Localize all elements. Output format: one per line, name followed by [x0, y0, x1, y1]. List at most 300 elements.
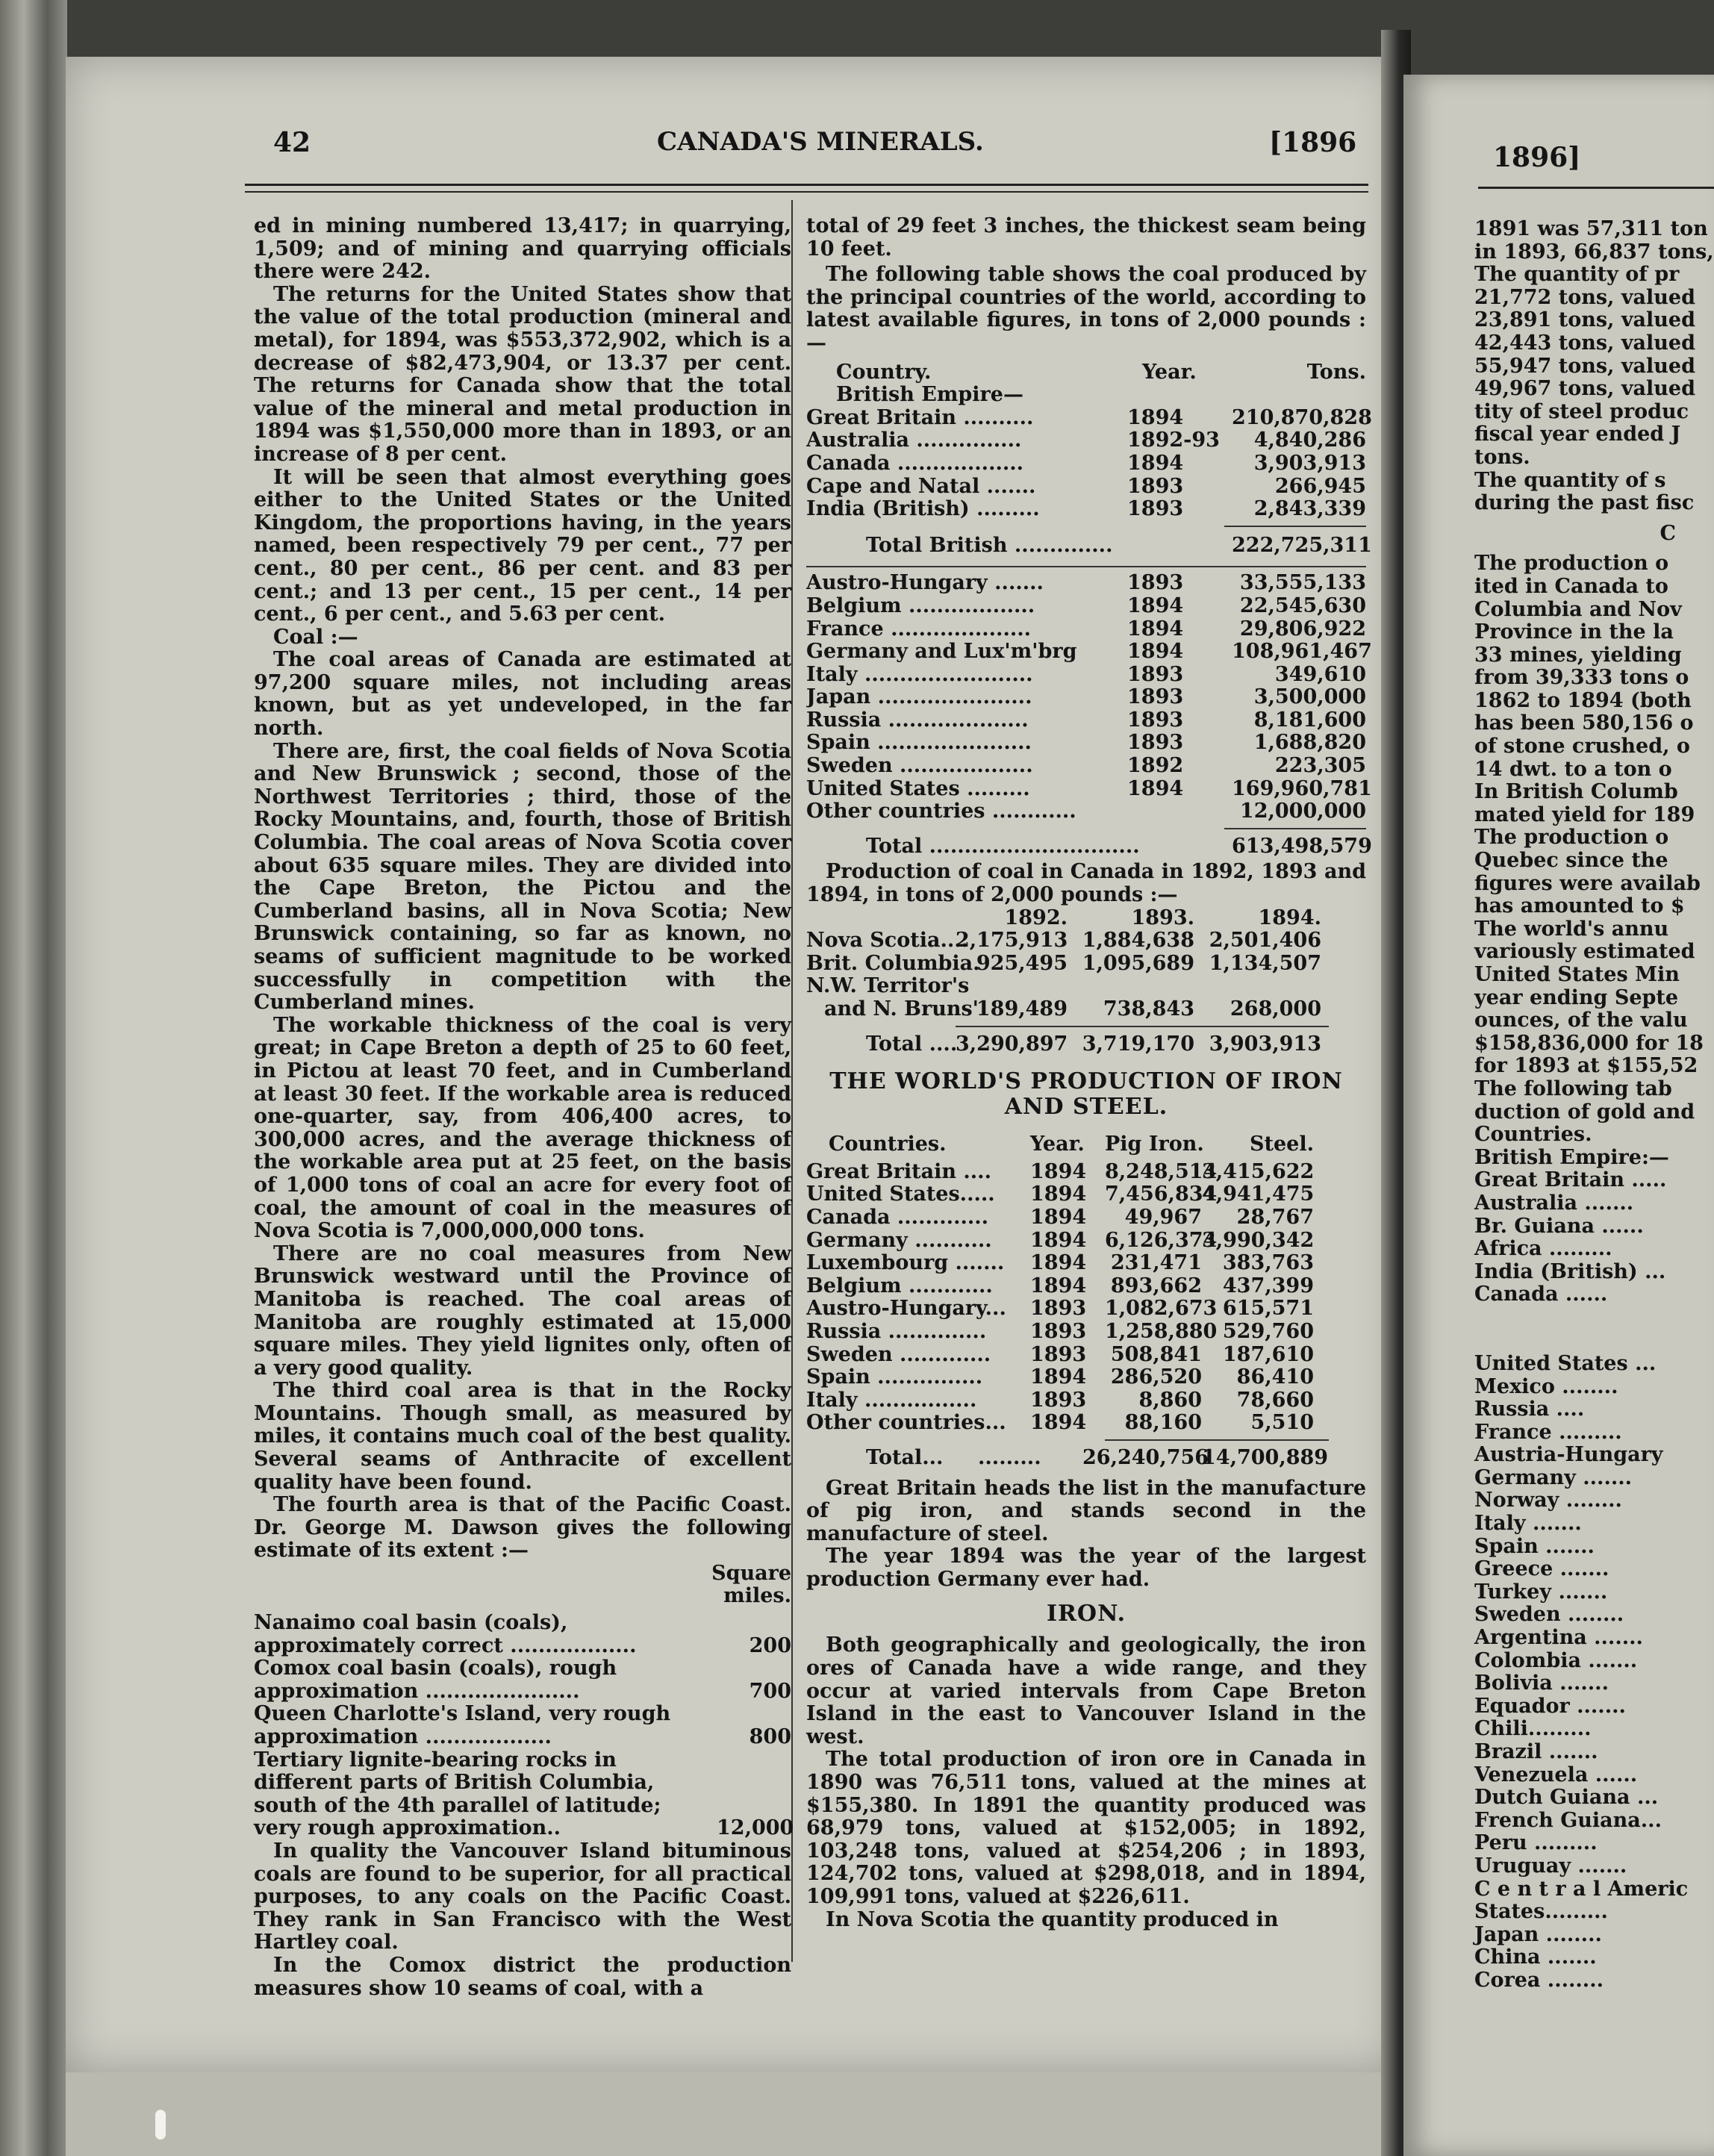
- table-row: [806, 452, 1366, 476]
- table-row: [806, 1161, 1366, 1184]
- running-title: CANADA'S MINERALS.: [657, 127, 984, 157]
- text-line: British Empire:—: [1474, 1145, 1669, 1169]
- text-line: has amounted to $: [1474, 894, 1685, 918]
- cell-pig-iron: 508,841: [1110, 1342, 1202, 1366]
- scan-edge: [0, 0, 67, 2156]
- row-country: Germany ...........: [806, 1229, 992, 1252]
- table-row: [806, 776, 1372, 801]
- text-line: Italy .......: [1474, 1512, 1582, 1536]
- row-tons: 33,555,133: [1239, 571, 1366, 595]
- text-line: 49,967 tons, valued: [1474, 377, 1695, 401]
- table-row: [806, 975, 1366, 998]
- row-year: 1892: [1127, 754, 1184, 778]
- text-line: tons.: [1474, 445, 1530, 469]
- table-row: [806, 429, 1366, 452]
- table-row: [254, 1748, 794, 1840]
- row-label: and N. Bruns': [824, 997, 979, 1021]
- scan-speck: [155, 2110, 166, 2140]
- row-year: 1894: [1127, 640, 1184, 664]
- cell-steel: 86,410: [1236, 1365, 1314, 1389]
- row-value: 12,000: [717, 1816, 794, 1840]
- cell-pig-iron: 8,860: [1138, 1388, 1202, 1412]
- paragraph: There are no coal measures from New Brunswick westward until the Province of Manitoba is reached. The coal areas of Manitoba are roughly estimated at 15,000 square miles. They yield lignites only, often of a very good quality.: [254, 1241, 791, 1380]
- row-label: Total ....: [866, 1032, 958, 1056]
- table-row: [254, 1612, 791, 1657]
- row-country: Other countries...: [806, 1412, 1006, 1435]
- paragraph: In Nova Scotia the quantity produced in: [826, 1907, 1279, 1931]
- iron-steel-table: [806, 1133, 1366, 1469]
- paragraph: The returns for the United States show that the value of the total production (mineral and metal), for 1894, was $553,372,902, which is a decrease of $82,473,904, or 13.37 per cent. The returns for Canada show that the total value of the mineral and metal production in 1894 was $1,550,000 more than in 1893, or an increase of 8 per cent.: [254, 282, 791, 466]
- text-line: Venezuela ......: [1474, 1763, 1638, 1786]
- text-line: Equador .......: [1474, 1694, 1626, 1718]
- table-row: [254, 1703, 791, 1748]
- row-year: [1127, 800, 1232, 823]
- text-line: Australia .......: [1474, 1191, 1634, 1215]
- row-country: Italy ........................: [806, 663, 1033, 686]
- text-line: Colombia .......: [1474, 1648, 1638, 1672]
- text-line: The quantity of pr: [1474, 263, 1680, 287]
- table-row: [806, 1183, 1366, 1206]
- text-line: Argentina .......: [1474, 1626, 1643, 1650]
- row-tons: 210,870,828: [1232, 405, 1372, 429]
- row-tons: 29,806,922: [1239, 617, 1366, 641]
- row-country: Luxembourg .......: [806, 1252, 1005, 1275]
- row-country: Canada .............: [806, 1206, 989, 1229]
- group-label: British Empire—: [836, 383, 1023, 407]
- cell-1892: 189,489: [976, 997, 1068, 1021]
- text-line: France .........: [1474, 1420, 1622, 1444]
- text-line: Dutch Guiana ...: [1474, 1786, 1659, 1810]
- row-leader: .........: [978, 1445, 1041, 1469]
- text-line: Br. Guiana ......: [1474, 1214, 1644, 1238]
- cell-1892: [956, 975, 1068, 998]
- table-row: [254, 1657, 791, 1703]
- paragraph: Production of coal in Canada in 1892, 1893 and 1894, in tons of 2,000 pounds :—: [806, 860, 1366, 907]
- paragraph: The following table shows the coal produced by the principal countries of the world, according to latest available figures, in tons of 2,000 pounds :—: [806, 263, 1366, 355]
- text-line: has been 580,156 o: [1474, 711, 1694, 735]
- row-label: Comox coal basin (coals), rough approximation ......................: [254, 1657, 617, 1703]
- table-row: [806, 1252, 1366, 1275]
- text-line: Chili.........: [1474, 1717, 1592, 1741]
- paragraph: In quality the Vancouver Island bituminous coals are found to be superior, for all practical purposes, to any coals on the Pacific Coast. They rank in San Francisco with the West Hartley coal.: [254, 1839, 791, 1954]
- text-line: French Guiana...: [1474, 1808, 1662, 1832]
- row-year: 1894: [1030, 1183, 1087, 1206]
- row-tons: 3,903,913: [1253, 451, 1366, 475]
- text-line: The quantity of s: [1474, 468, 1666, 492]
- row-country: Belgium ............: [806, 1274, 993, 1297]
- text-line: The production o: [1474, 826, 1669, 850]
- cell-pig-iron: 1,258,880: [1105, 1319, 1218, 1343]
- table-header-row: [806, 361, 1366, 384]
- row-year: 1894: [1127, 593, 1184, 617]
- text-line: 33 mines, yielding: [1474, 643, 1682, 667]
- text-line: Great Britain .....: [1474, 1168, 1667, 1192]
- text-line: Japan ........: [1474, 1922, 1602, 1946]
- text-line: 23,891 tons, valued: [1474, 308, 1695, 332]
- row-year: 1894: [1030, 1159, 1087, 1183]
- dawson-estimate-table: [254, 1562, 794, 1840]
- cell-1892: 2,175,913: [956, 929, 1068, 953]
- text-line: The production o: [1474, 552, 1669, 576]
- cell-1893: [1068, 975, 1194, 998]
- row-country: Austro-Hungary...: [806, 1297, 1006, 1321]
- table-row: [806, 664, 1366, 687]
- row-tons: 349,610: [1274, 662, 1366, 686]
- subtotal-rule: [1224, 526, 1366, 527]
- text-line: States.........: [1474, 1900, 1608, 1924]
- header-country: Country.: [836, 361, 932, 384]
- row-label: Total ..............................: [866, 835, 1140, 858]
- text-line: Germany .......: [1474, 1465, 1633, 1489]
- text-line: duction of gold and: [1474, 1100, 1695, 1124]
- cell-1894: 3,903,913: [1209, 1032, 1321, 1056]
- text-line: Sweden ........: [1474, 1603, 1624, 1627]
- paragraph: In the Comox district the production measures show 10 seams of coal, with a: [254, 1953, 791, 2000]
- iron-total-row: [806, 1447, 1366, 1470]
- subtotal-rule: [1224, 828, 1366, 829]
- header-steel: Steel.: [1250, 1132, 1314, 1156]
- row-value: 800: [749, 1725, 791, 1748]
- cell-steel: 187,610: [1222, 1342, 1314, 1366]
- column-divider: [791, 200, 793, 1962]
- cell-steel: 14,700,889: [1202, 1445, 1329, 1469]
- section-label: Coal :—: [273, 625, 358, 649]
- table-row: [806, 618, 1366, 641]
- text-line: Countries.: [1474, 1123, 1592, 1147]
- cell-pig-iron: 286,520: [1110, 1365, 1202, 1389]
- row-country: Russia ....................: [806, 708, 1029, 732]
- cell-steel: 3,415,622: [1202, 1159, 1315, 1183]
- table-row: [806, 1321, 1366, 1344]
- row-country: United States .........: [806, 777, 1030, 800]
- text-line: 42,443 tons, valued: [1474, 331, 1695, 355]
- row-value: 222,725,311: [1232, 533, 1372, 557]
- row-tons: 2,843,339: [1253, 497, 1366, 521]
- text-line: figures were availab: [1474, 871, 1701, 895]
- cell-1893: 738,843: [1103, 997, 1194, 1021]
- cell-steel: 383,763: [1222, 1251, 1314, 1275]
- paragraph: total of 29 feet 3 inches, the thickest seam being 10 feet.: [806, 214, 1366, 261]
- text-line: Brazil .......: [1474, 1740, 1598, 1763]
- row-value: 200: [749, 1633, 791, 1657]
- text-line: The world's annu: [1474, 917, 1669, 941]
- row-country: Canada ..................: [806, 452, 1024, 475]
- row-tons: 1,688,820: [1253, 731, 1366, 755]
- cell-pig-iron: 1,082,673: [1105, 1297, 1218, 1321]
- cell-1892: 3,290,897: [956, 1032, 1068, 1056]
- paragraph: Great Britain heads the list in the manufacture of pig iron, and stands second in the manufacture of steel.: [806, 1476, 1366, 1545]
- text-line: 1862 to 1894 (both: [1474, 688, 1692, 712]
- text-line: ounces, of the valu: [1474, 1009, 1688, 1032]
- row-year: 1893: [1030, 1342, 1087, 1366]
- header-rule: [245, 184, 1368, 186]
- cell-pig-iron: 7,456,834: [1105, 1183, 1218, 1206]
- row-year: 1893: [1127, 497, 1184, 521]
- paragraph: Both geographically and geologically, the iron ores of Canada have a wide range, and they occur at varied intervals from Cape Breton Island in the east to Vancouver Island in the west.: [806, 1633, 1366, 1748]
- paragraph: The total production of iron ore in Canada in 1890 was 76,511 tons, valued at the mines at $155,380. In 1891 the quantity produced was 68,979 tons, valued at $152,005; in 1892, 103,248 tons, valued at $254,206 ; in 1893, 124,702 tons, valued at $298,018, and in 1894, 109,991 tons, valued at $226,611.: [806, 1748, 1366, 1908]
- table-row: [806, 953, 1366, 976]
- row-country: Great Britain ..........: [806, 406, 1034, 429]
- cell-steel: 4,941,475: [1202, 1183, 1315, 1206]
- table-row: [806, 476, 1366, 499]
- row-country: Germany and Lux'm'brg: [806, 641, 1077, 664]
- row-country: Austro-Hungary .......: [806, 572, 1044, 595]
- cell-pig-iron: 8,248,514: [1105, 1159, 1218, 1183]
- header-year: Year.: [1030, 1132, 1085, 1156]
- section-letter: C: [1660, 521, 1676, 545]
- header-rule: [1478, 187, 1714, 189]
- table-row: [806, 640, 1372, 664]
- section-heading: THE WORLD'S PRODUCTION OF IRON AND STEEL.: [829, 1068, 1343, 1121]
- table-row: [806, 1275, 1366, 1298]
- paragraph: ed in mining numbered 13,417; in quarrying, 1,509; and of mining and quarrying officials there were 242.: [254, 214, 791, 284]
- text-line: Norway ........: [1474, 1489, 1622, 1512]
- text-line: variously estimated: [1474, 940, 1695, 964]
- row-label: Total British ..............: [866, 534, 1113, 557]
- paragraph: It will be seen that almost everything goes either to the United States or the United Kingdom, the proportions having, in the years named, been respectively 79 per cent., 77 per cent., 80 per cent., 86 per cent. and 83 per cent.; and 13 per cent., 15 per cent., 14 per cent., 6 per cent., and 5.63 per cent.: [254, 465, 791, 626]
- cell-steel: 5,510: [1250, 1411, 1314, 1435]
- text-line: 14 dwt. to a ton o: [1474, 757, 1672, 781]
- row-tons: 12,000,000: [1239, 800, 1366, 823]
- paragraph: The year 1894 was the year of the largest production Germany ever had.: [806, 1545, 1366, 1591]
- row-country: France ....................: [806, 617, 1032, 641]
- text-line: Austria-Hungary: [1474, 1443, 1663, 1467]
- text-line: 55,947 tons, valued: [1474, 354, 1695, 378]
- row-year: 1893: [1127, 474, 1184, 498]
- cell-1893: 1,095,689: [1082, 951, 1194, 975]
- paragraph: The coal areas of Canada are estimated at 97,200 square miles, not including areas known, but as yet undeveloped, in the far north.: [254, 648, 791, 741]
- text-line: mated yield for 189: [1474, 803, 1695, 826]
- paragraph: The third coal area is that in the Rocky Mountains. Though small, as measured by miles, it contains much coal of the best quality. Several seams of Anthracite of excellent quality have been found.: [254, 1379, 791, 1494]
- cell-1894: 1,134,507: [1209, 951, 1321, 975]
- cell-pig-iron: 26,240,756: [1082, 1445, 1209, 1469]
- text-line: tity of steel produc: [1474, 399, 1689, 423]
- text-line: United States ...: [1474, 1351, 1657, 1375]
- text-line: Quebec since the: [1474, 849, 1668, 873]
- row-tons: 266,945: [1274, 474, 1366, 498]
- table-row: [806, 1206, 1366, 1230]
- text-line: Mexico ........: [1474, 1374, 1618, 1398]
- row-year: 1894: [1030, 1205, 1087, 1229]
- row-year: 1893: [1030, 1388, 1087, 1412]
- row-country: Russia ..............: [806, 1320, 987, 1343]
- table-row: [806, 800, 1366, 823]
- cell-1894: [1194, 975, 1321, 998]
- row-year: 1893: [1030, 1297, 1087, 1321]
- cell-pig-iron: 893,662: [1110, 1274, 1202, 1297]
- row-tons: 4,840,286: [1253, 429, 1366, 452]
- text-line: Turkey .......: [1474, 1580, 1608, 1604]
- row-year: 1894: [1030, 1411, 1087, 1435]
- total-british-row: [806, 533, 1372, 558]
- middle-column: [806, 214, 1372, 1931]
- row-label: Tertiary lignite-bearing rocks in different parts of British Columbia, south of the 4th parallel of latitude; very rough approximation..: [254, 1748, 661, 1840]
- cell-1894: 268,000: [1230, 997, 1321, 1021]
- table-header-row: [806, 1133, 1366, 1156]
- cell-1893: 1,884,638: [1082, 929, 1194, 953]
- table-row: [806, 709, 1366, 732]
- table-row: [806, 1230, 1366, 1253]
- row-year: 1893: [1127, 708, 1184, 732]
- row-tons: 223,305: [1274, 754, 1366, 778]
- text-line: for 1893 at $155,52: [1474, 1054, 1698, 1078]
- row-country: Other countries ............: [806, 800, 1076, 823]
- text-line: Canada ......: [1474, 1283, 1608, 1306]
- cell-1894: 2,501,406: [1209, 929, 1321, 953]
- row-value: 613,498,579: [1232, 834, 1372, 858]
- coal-production-table: [806, 360, 1372, 859]
- text-line: Bolivia .......: [1474, 1671, 1609, 1695]
- text-line: of stone crushed, o: [1474, 735, 1690, 758]
- row-country: Sweden ...................: [806, 755, 1033, 778]
- cell-steel: 28,767: [1236, 1205, 1314, 1229]
- cell-steel: 615,571: [1222, 1297, 1314, 1321]
- row-country: Japan ......................: [806, 686, 1032, 709]
- text-line: China .......: [1474, 1945, 1597, 1969]
- row-country: Belgium ..................: [806, 594, 1035, 617]
- table-row: [806, 1297, 1366, 1321]
- text-line: The following tab: [1474, 1077, 1672, 1100]
- table-header: Square miles.: [711, 1562, 791, 1608]
- text-line: $158,836,000 for 18: [1474, 1031, 1704, 1055]
- row-year: 1894: [1127, 617, 1184, 641]
- table-row: [806, 686, 1366, 709]
- header-1892: 1892.: [1004, 906, 1068, 929]
- row-country: Australia ...............: [806, 429, 1022, 452]
- table-row: [806, 1389, 1366, 1412]
- canada-total-row: [806, 1033, 1366, 1056]
- cell-pig-iron: 49,967: [1124, 1205, 1202, 1229]
- text-line: year ending Septe: [1474, 985, 1679, 1009]
- row-tons: 22,545,630: [1239, 593, 1366, 617]
- header-year: Year.: [1142, 360, 1197, 384]
- text-line: fiscal year ended J: [1474, 423, 1681, 446]
- cell-pig-iron: 6,126,374: [1105, 1228, 1218, 1252]
- text-line: 1891 was 57,311 ton: [1474, 217, 1708, 240]
- paragraph: There are, first, the coal fields of Nova Scotia and New Brunswick ; second, those of the Northwest Territories ; third, those of the Rocky Mountains, and, fourth, those of British Columbia. The coal areas of Nova Scotia cover about 635 square miles. They are divided into the Cape Breton, the Pictou and the Cumberland basins, all in Nova Scotia; New Brunswick containing, so far as known, no seams of sufficient magnitude to be worked successfully in competition with the Cumberland mines.: [254, 739, 791, 1015]
- row-year: 1894: [1030, 1251, 1087, 1275]
- text-line: Columbia and Nov: [1474, 597, 1682, 621]
- text-line: C e n t r a l Americ: [1474, 1877, 1689, 1901]
- row-value: 700: [749, 1679, 791, 1703]
- table-row: [806, 1412, 1366, 1435]
- total-rule: [1105, 1439, 1329, 1441]
- row-label: Brit. Columbia.: [806, 951, 980, 975]
- row-year: 1893: [1127, 731, 1184, 755]
- table-row: [806, 572, 1366, 595]
- right-page-year: 1896]: [1493, 142, 1581, 173]
- coal-total-row: [806, 834, 1372, 859]
- cell-steel: 529,760: [1222, 1319, 1314, 1343]
- header-1894: 1894.: [1258, 906, 1321, 929]
- cell-pig-iron: 231,471: [1110, 1251, 1202, 1275]
- section-rule: [806, 566, 1366, 567]
- section-heading: IRON.: [1046, 1601, 1126, 1627]
- row-year: 1894: [1127, 405, 1184, 429]
- header-countries: Countries.: [829, 1132, 947, 1156]
- table-row: [806, 998, 1366, 1021]
- table-row: [806, 732, 1366, 755]
- paragraph: The fourth area is that of the Pacific Coast. Dr. George M. Dawson gives the following estimate of its extent :—: [254, 1493, 791, 1563]
- row-year: 1892-93: [1127, 429, 1220, 452]
- row-country: Cape and Natal .......: [806, 475, 1036, 498]
- text-line: Peru .........: [1474, 1831, 1598, 1855]
- header-tons: Tons.: [1306, 360, 1366, 384]
- table-row: [806, 498, 1366, 521]
- row-country: United States.....: [806, 1183, 995, 1206]
- row-label: Total...: [866, 1445, 944, 1469]
- table-row: [806, 405, 1372, 430]
- row-country: Italy ................: [806, 1389, 977, 1412]
- text-line: In British Columb: [1474, 780, 1678, 804]
- row-country: Great Britain ....: [806, 1160, 991, 1183]
- text-line: in 1893, 66,837 tons,: [1474, 240, 1714, 264]
- row-year: 1894: [1127, 451, 1184, 475]
- row-label: Queen Charlotte's Island, very rough approximation ..................: [254, 1702, 671, 1748]
- page-number: 42: [273, 127, 311, 158]
- text-line: United States Min: [1474, 963, 1680, 986]
- cell-1893: 3,719,170: [1082, 1032, 1194, 1056]
- row-label: N.W. Territor's: [806, 974, 970, 998]
- row-year: 1894: [1030, 1228, 1087, 1252]
- row-year: 1894: [1030, 1274, 1087, 1297]
- cell-pig-iron: 88,160: [1124, 1411, 1202, 1435]
- row-country: India (British) .........: [806, 498, 1040, 521]
- paragraph: The workable thickness of the coal is very great; in Cape Breton a depth of 25 to 60 feet, in Pictou at least 70 feet, and in Cumberland at least 30 feet. If the workable area is reduced one-quarter, say, from 406,400 acres, to 300,000 acres, and the average thickness of the workable area put at 25 feet, on the basis of 1,000 tons of coal an acre for every foot of coal, the amount of coal in the measures of Nova Scotia is 7,000,000,000 tons.: [254, 1013, 791, 1243]
- text-line: India (British) ...: [1474, 1259, 1666, 1283]
- text-line: Spain .......: [1474, 1534, 1595, 1558]
- row-tons: 169,960,781: [1232, 776, 1372, 800]
- text-line: Africa .........: [1474, 1237, 1612, 1261]
- row-year: 1893: [1030, 1319, 1087, 1343]
- row-tons: 3,500,000: [1253, 685, 1366, 709]
- header-pig-iron: Pig Iron.: [1105, 1132, 1204, 1156]
- text-line: during the past fisc: [1474, 491, 1695, 515]
- row-year: 1893: [1127, 685, 1184, 709]
- text-line: 21,772 tons, valued: [1474, 285, 1695, 309]
- row-year: 1893: [1127, 571, 1184, 595]
- text-line: ited in Canada to: [1474, 574, 1668, 598]
- row-label: Nanaimo coal basin (coals), approximately correct ..................: [254, 1611, 637, 1657]
- total-rule: [956, 1026, 1329, 1027]
- text-line: from 39,333 tons o: [1474, 666, 1689, 690]
- text-line: Greece .......: [1474, 1557, 1609, 1581]
- table-row: [806, 1344, 1366, 1367]
- row-year: 1893: [1127, 662, 1184, 686]
- text-line: Russia ....: [1474, 1398, 1585, 1421]
- text-line: Corea ........: [1474, 1968, 1604, 1992]
- row-year: 1894: [1030, 1365, 1087, 1389]
- table-row: [806, 1366, 1366, 1389]
- header-1893: 1893.: [1131, 906, 1194, 929]
- row-country: Spain ......................: [806, 732, 1032, 755]
- row-tons: 108,961,467: [1232, 640, 1372, 664]
- cell-1892: 925,495: [976, 951, 1068, 975]
- row-tons: 8,181,600: [1253, 708, 1366, 732]
- row-country: Sweden .............: [806, 1343, 991, 1366]
- row-year: 1894: [1127, 776, 1184, 800]
- running-year: [1896: [1269, 127, 1357, 158]
- table-header-row: [806, 907, 1366, 930]
- header-rule-double: [245, 191, 1368, 193]
- table-row: [806, 929, 1366, 953]
- canada-coal-table: [806, 907, 1366, 1056]
- cell-steel: 437,399: [1222, 1274, 1314, 1297]
- row-country: Spain ...............: [806, 1366, 983, 1389]
- cell-steel: 78,660: [1236, 1388, 1314, 1412]
- table-row: [806, 595, 1366, 618]
- text-line: Uruguay .......: [1474, 1854, 1627, 1878]
